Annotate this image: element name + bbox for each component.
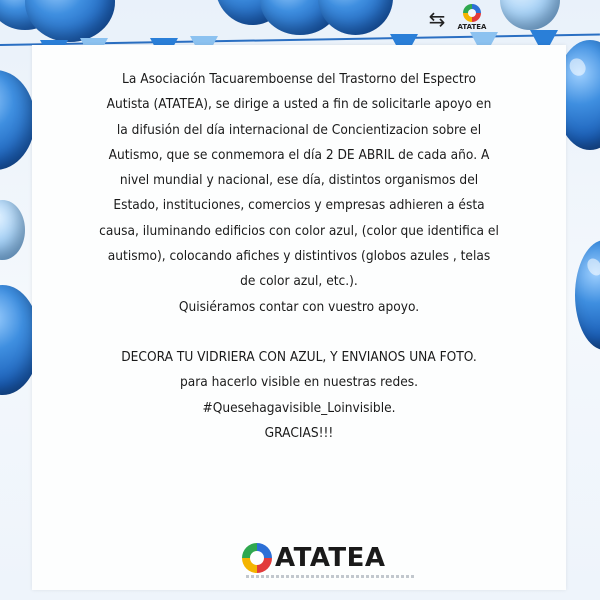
message-text (59, 67, 540, 446)
message-card (32, 45, 566, 590)
balloon-decoration (0, 70, 35, 170)
message-line: de color azul, etc.). (240, 273, 358, 290)
balloon-decoration (25, 0, 115, 42)
balloon-decoration (575, 240, 600, 350)
balloon-decoration (318, 0, 393, 35)
repost-icon[interactable]: ⇆ (428, 7, 446, 31)
message-line: Autismo, que se conmemora el día 2 DE ABRIL de cada año. A (108, 146, 490, 163)
atatea-logo (242, 540, 386, 576)
message-line: causa, iluminando edificios con color azul, (color que identifica el (99, 222, 499, 239)
message-line: autismo), colocando afiches y distintivos (globos azules , telas (107, 248, 491, 265)
logo-text: ATATEA (275, 543, 386, 573)
hashtag: #Quesehagavisible_Loinvisible. (202, 399, 396, 416)
spacer (79, 320, 520, 345)
logo-tagline-decoration (246, 575, 416, 578)
balloon-decoration (500, 0, 560, 30)
message-line: la difusión del día internacional de Concientizacion sobre el (116, 121, 482, 138)
call-line: DECORA TU VIDRIERA CON AZUL, Y ENVIANOS UNA FOTO. (121, 348, 477, 365)
account-avatar[interactable] (458, 4, 486, 34)
thanks-line: GRACIAS!!! (264, 424, 334, 441)
message-line: La Asociación Tacuaremboense del Trastorno del Espectro (122, 71, 476, 87)
call-line: para hacerlo visible en nuestras redes. (180, 374, 418, 391)
message-line: nivel mundial y nacional, ese día, distintos organismos del (119, 172, 479, 189)
balloon-decoration (0, 200, 25, 260)
message-line: Quisiéramos contar con vuestro apoyo. (178, 298, 420, 315)
message-line: Autista (ATATEA), se dirige a usted a fin de solicitarle apoyo en (106, 96, 492, 113)
avatar-label: ATATEA (457, 23, 487, 31)
atatea-logo-icon (463, 4, 481, 22)
atatea-logo-icon (242, 543, 272, 573)
message-line: Estado, instituciones, comercios y empresas adhieren a ésta (113, 197, 485, 214)
